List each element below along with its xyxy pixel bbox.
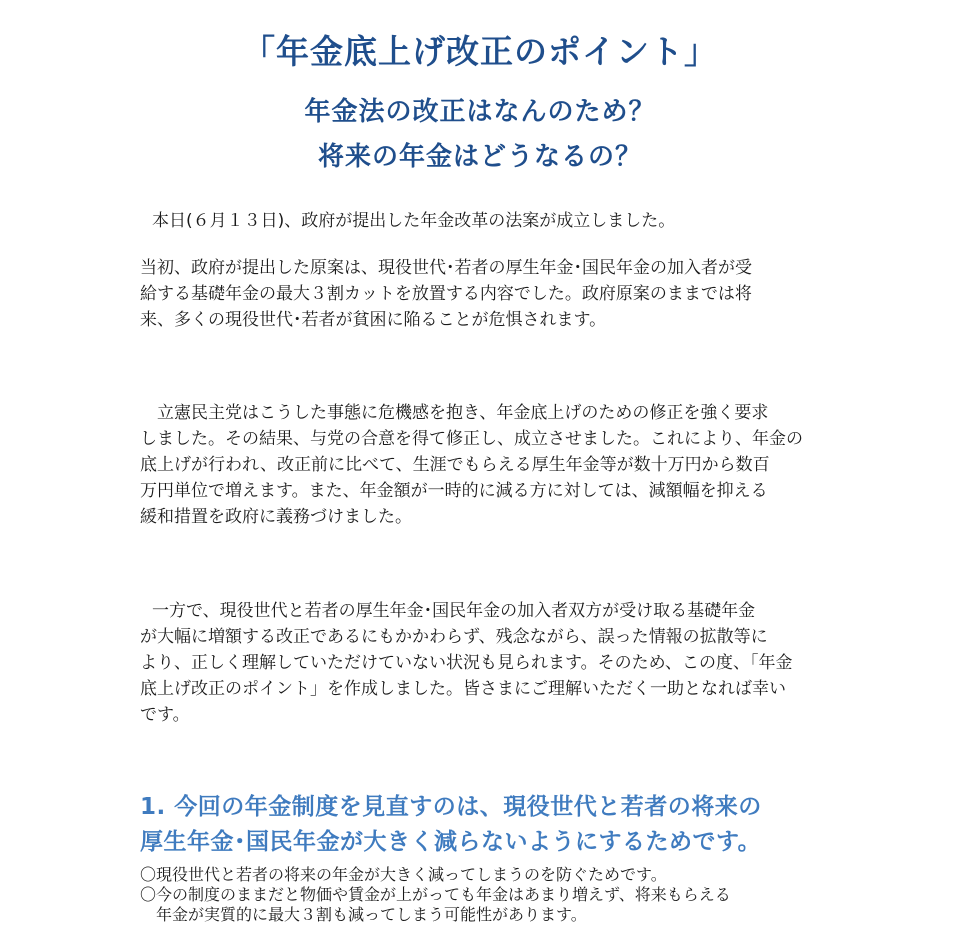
subtitle-line-1: 年金法の改正はなんのため？ bbox=[304, 97, 656, 127]
paragraph-3-line: 緩和措置を政府に義務づけました。 bbox=[140, 507, 412, 527]
paragraph-2-line: 当初、政府が提出した原案は、現役世代･若者の厚生年金･国民年金の加入者が受 bbox=[140, 258, 752, 278]
paragraph-4 bbox=[140, 598, 820, 728]
paragraph-2 bbox=[140, 255, 820, 333]
paragraph-4-line: が大幅に増額する改正であるにもかかわらず、残念ながら、誤った情報の拡散等に bbox=[140, 627, 768, 647]
paragraph-3 bbox=[140, 400, 820, 530]
paragraph-3-line: しました。その結果、与党の合意を得て修正し、成立させました。これにより、年金の bbox=[140, 429, 803, 449]
page-title: 「年金底上げ改正のポイント」 bbox=[242, 32, 718, 71]
paragraph-3-line: 立憲民主党はこうした事態に危機感を抱き、年金底上げのための修正を強く要求 bbox=[157, 403, 769, 423]
paragraph-4-line: より、正しく理解していただけていない状況も見られます。そのため、この度、「年金 bbox=[140, 653, 793, 673]
bullet-item: 〇今の制度のままだと物価や賃金が上がっても年金はあまり増えず、将来もらえる bbox=[140, 885, 731, 904]
section-1-heading-line-2: 厚生年金･国民年金が大きく減らないようにするためです。 bbox=[140, 829, 762, 855]
subtitle-line-2: 将来の年金はどうなるの？ bbox=[317, 142, 642, 172]
paragraph-3-line: 万円単位で増えます。また、年金額が一時的に減る方に対しては、減額幅を抑える bbox=[140, 481, 768, 501]
section-1-heading-line-1: 1. 今回の年金制度を見直すのは、現役世代と若者の将来の bbox=[140, 794, 762, 820]
bullet-item-continuation: 年金が実質的に最大３割も減ってしまう可能性があります。 bbox=[156, 905, 587, 924]
paragraph-2-line: 給する基礎年金の最大３割カットを放置する内容でした。政府原案のままでは将 bbox=[140, 284, 752, 304]
paragraph-4-line: 一方で、現役世代と若者の厚生年金･国民年金の加入者双方が受け取る基礎年金 bbox=[152, 601, 756, 621]
paragraph-1 bbox=[140, 208, 820, 234]
bullet-item: 〇現役世代と若者の将来の年金が大きく減ってしまうのを防ぐためです。 bbox=[140, 865, 667, 884]
paragraph-4-line: 底上げ改正のポイント」を作成しました。皆さまにご理解いただく一助となれば幸い bbox=[140, 679, 786, 699]
paragraph-1-line: 本日(６月１３日)、政府が提出した年金改革の法案が成立しました。 bbox=[152, 211, 676, 231]
paragraph-4-line: です。 bbox=[140, 705, 190, 725]
section-1-bullets bbox=[140, 865, 840, 925]
paragraph-3-line: 底上げが行われ、改正前に比べて、生涯でもらえる厚生年金等が数十万円から数百 bbox=[140, 455, 770, 475]
paragraph-2-line: 来、多くの現役世代･若者が貧困に陥ることが危惧されます。 bbox=[140, 310, 607, 330]
